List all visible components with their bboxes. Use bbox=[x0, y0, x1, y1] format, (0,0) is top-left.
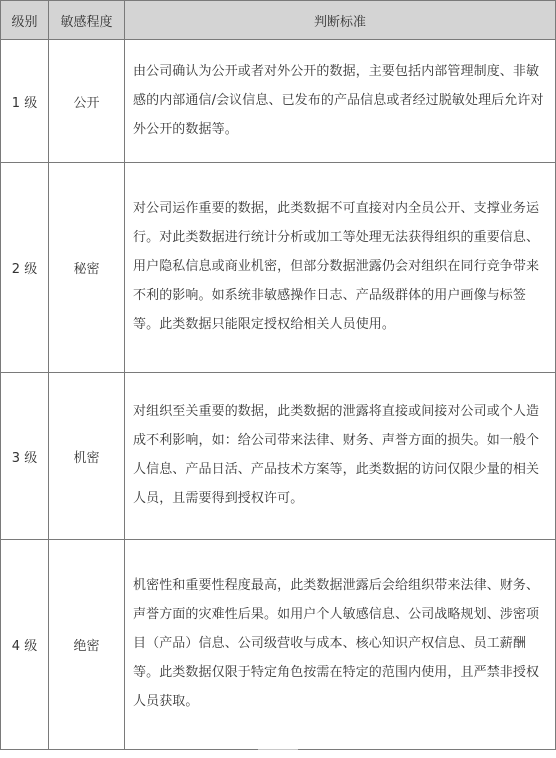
cell-criteria: 对组织至关重要的数据，此类数据的泄露将直接或间接对公司或个人造成不利影响，如：给公司带来法律、财务、声誉方面的损失。如一般个人信息、产品日活、产品技术方案等，此类数据的访问仅限少量的相关人员，且需要得到授权许可。 bbox=[125, 373, 556, 540]
table-row bbox=[1, 373, 556, 540]
cell-sensitivity: 机密 bbox=[49, 373, 125, 540]
cell-level: 4 级 bbox=[1, 540, 49, 750]
cell-criteria: 对公司运作重要的数据，此类数据不可直接对内全员公开、支撑业务运行。对此类数据进行统计分析或加工等处理无法获得组织的重要信息、用户隐私信息或商业机密，但部分数据泄露仍会对组织在同行竞争带来不利的影响。如系统非敏感操作日志、产品级群体的用户画像与标签等。此类数据只能限定授权给相关人员使用。 bbox=[125, 163, 556, 373]
cell-sensitivity: 绝密 bbox=[49, 540, 125, 750]
cell-level: 1 级 bbox=[1, 40, 49, 163]
cell-criteria: 由公司确认为公开或者对外公开的数据，主要包括内部管理制度、非敏感的内部通信/会议信息、已发布的产品信息或者经过脱敏处理后允许对外公开的数据等。 bbox=[125, 40, 556, 163]
cell-sensitivity: 公开 bbox=[49, 40, 125, 163]
header-criteria: 判断标准 bbox=[125, 1, 556, 40]
cell-criteria: 机密性和重要性程度最高，此类数据泄露后会给组织带来法律、财务、声誉方面的灾难性后果。如用户个人敏感信息、公司战略规划、涉密项目（产品）信息、公司级营收与成本、核心知识产权信息、员工薪酬等。此类数据仅限于特定角色按需在特定的范围内使用，且严禁非授权人员获取。 bbox=[125, 540, 556, 750]
cell-level: 2 级 bbox=[1, 163, 49, 373]
table-row bbox=[1, 40, 556, 163]
table-header-row bbox=[1, 1, 556, 40]
header-sensitivity: 敏感程度 bbox=[49, 1, 125, 40]
header-level: 级别 bbox=[1, 1, 49, 40]
cell-sensitivity: 秘密 bbox=[49, 163, 125, 373]
table-row bbox=[1, 163, 556, 373]
table-row bbox=[1, 540, 556, 750]
cell-level: 3 级 bbox=[1, 373, 49, 540]
